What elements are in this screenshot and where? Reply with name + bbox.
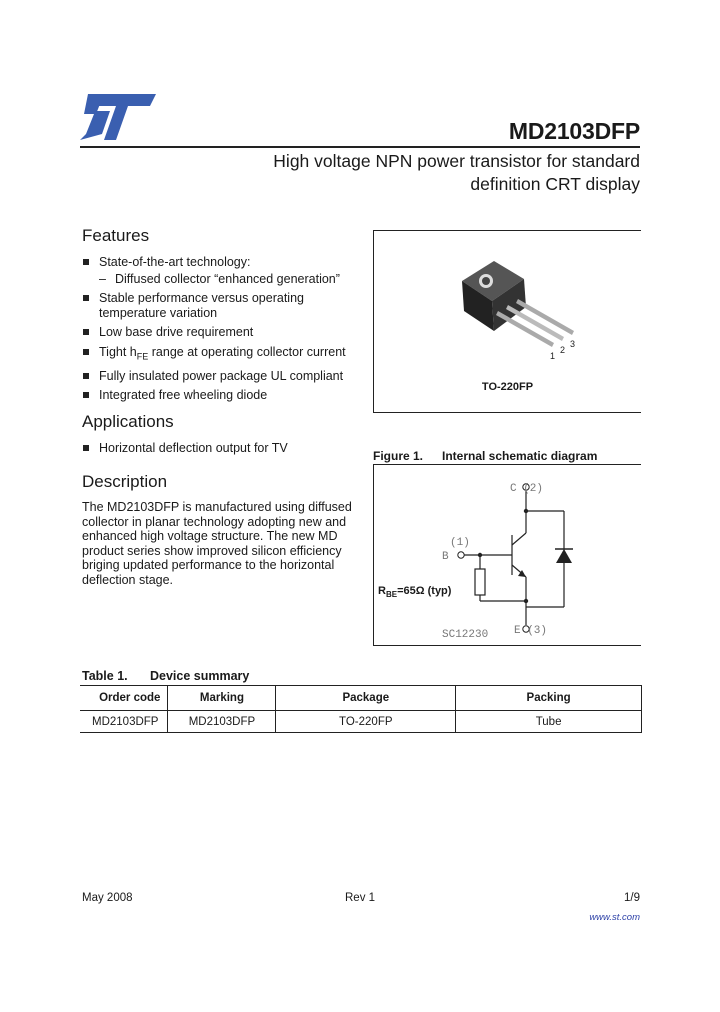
list-item xyxy=(82,388,362,403)
table-number: Table 1. xyxy=(82,669,128,683)
column-header-packing: Packing xyxy=(456,686,642,711)
list-subitem xyxy=(82,272,362,287)
package-image-box xyxy=(373,230,641,413)
document-subtitle xyxy=(200,150,640,196)
cell-marking: MD2103DFP xyxy=(168,711,276,733)
cell-packing: Tube xyxy=(456,711,642,733)
to220fp-package-icon xyxy=(454,243,594,363)
applications-heading: Applications xyxy=(82,412,174,431)
device-summary-table xyxy=(80,685,642,733)
list-item-text: Tight h xyxy=(99,344,137,359)
hfe-subscript: FE xyxy=(136,351,149,361)
rbe-label xyxy=(378,585,451,599)
table-header-row xyxy=(80,686,642,711)
part-number: MD2103DFP xyxy=(508,118,640,144)
figure-title: Internal schematic diagram xyxy=(442,449,598,463)
list-item-text: range at operating collector current xyxy=(148,344,346,359)
pin-2-label: 2 xyxy=(560,345,566,355)
footer-date: May 2008 xyxy=(82,892,133,904)
list-item xyxy=(82,255,362,270)
cell-order-code: MD2103DFP xyxy=(80,711,168,733)
schematic-ref-code: SC12230 xyxy=(442,629,489,641)
schematic-diagram-box xyxy=(373,464,641,646)
description-heading: Description xyxy=(82,472,168,491)
applications-list xyxy=(82,441,362,461)
table-row xyxy=(80,711,642,733)
table-title: Device summary xyxy=(150,669,250,683)
column-header-order-code: Order code xyxy=(80,686,168,711)
base-pin-label: (1) xyxy=(450,537,470,549)
column-header-marking: Marking xyxy=(168,686,276,711)
list-item-text: Fully insulated power package UL compliant xyxy=(99,368,344,383)
emitter-label: E (3) xyxy=(514,625,548,637)
collector-label: C (2) xyxy=(510,483,544,495)
features-list xyxy=(82,255,362,408)
list-item xyxy=(82,441,362,456)
description-paragraph: The MD2103DFP is manufactured using diffused collector in planar technology adopting new and enhanced high voltage structure. The new MD product series show improved silicon efficiency briging updated performance to the horizontal deflection stage. xyxy=(82,500,352,587)
rbe-subscript: BE xyxy=(385,590,398,600)
column-header-package: Package xyxy=(276,686,456,711)
list-item xyxy=(82,291,362,320)
list-item-text: Stable performance versus operating temperature variation xyxy=(99,291,304,320)
dash-marker: – xyxy=(99,271,106,286)
header-rule xyxy=(80,146,640,148)
list-item-text: Integrated free wheeling diode xyxy=(99,388,268,402)
schematic-diagram xyxy=(374,465,642,647)
list-item-text: Low base drive requirement xyxy=(99,325,254,339)
footer-page-number: 1/9 xyxy=(624,892,640,904)
list-item-text: State-of-the-art technology: xyxy=(99,255,251,269)
list-item xyxy=(82,345,362,364)
figure-number: Figure 1. xyxy=(373,449,424,463)
list-item-text: Diffused collector “enhanced generation” xyxy=(115,271,340,286)
features-heading: Features xyxy=(82,226,150,245)
pin-3-label: 3 xyxy=(570,339,576,349)
rbe-prefix: R xyxy=(378,585,386,597)
subtitle-line-1: High voltage NPN power transistor for standard xyxy=(273,151,640,171)
pin-1-label: 1 xyxy=(550,351,556,361)
list-item xyxy=(82,325,362,340)
cell-package: TO-220FP xyxy=(276,711,456,733)
footer-revision: Rev 1 xyxy=(345,892,376,904)
st-logo-icon xyxy=(80,94,156,140)
package-label: TO-220FP xyxy=(481,381,534,393)
rbe-value: =65Ω (typ) xyxy=(397,585,452,597)
table-caption xyxy=(82,669,249,683)
subtitle-line-2: definition CRT display xyxy=(470,174,640,194)
footer-website-link[interactable]: www.st.com xyxy=(589,912,640,923)
list-item xyxy=(82,369,362,384)
list-item-text: Horizontal deflection output for TV xyxy=(99,441,288,455)
figure-caption xyxy=(373,449,597,463)
base-label: B xyxy=(442,551,449,563)
